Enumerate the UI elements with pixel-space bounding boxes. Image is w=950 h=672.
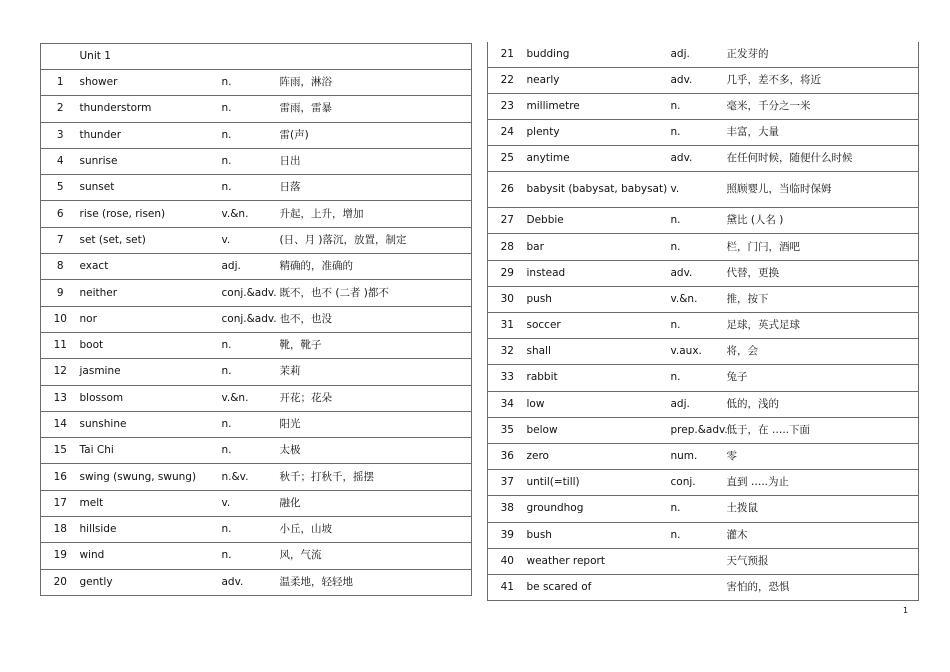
row-number: 24 [500,125,514,138]
row-word: rabbit [526,371,558,384]
row-meaning: 茉莉 [279,365,301,378]
row-word: instead [526,266,566,279]
row-part-of-speech [671,574,727,600]
row-number: 25 [500,152,514,165]
table-row [488,286,919,312]
table-row [41,359,472,385]
table-row [41,280,472,306]
row-number: 16 [53,470,67,483]
row-part-of-speech: n. [670,125,681,138]
row-part-of-speech [671,548,727,574]
row-meaning: 直到 …..为止 [726,476,790,489]
table-row [488,146,919,172]
row-meaning: 照顾婴儿，当临时保姆 [726,183,832,196]
row-meaning: 栏，门闩，酒吧 [726,240,800,253]
row-meaning: 日落 [279,181,301,194]
row-meaning: 足球，英式足球 [726,319,800,332]
row-word: Tai Chi [79,444,114,457]
table-row [488,172,919,208]
row-number: 28 [500,240,514,253]
row-number: 18 [53,523,67,536]
row-number: 37 [500,476,514,489]
table-row [41,201,472,227]
unit-title: Unit 1 [79,50,111,62]
row-number: 15 [53,444,67,457]
row-number: 33 [500,371,514,384]
table-row [488,470,919,496]
table-row [41,332,472,358]
row-number: 14 [53,418,67,430]
row-meaning: 丰富，大量 [726,125,779,138]
row-part-of-speech: v.&n. [670,292,698,305]
row-part-of-speech: n. [221,102,232,115]
vocab-table-left [40,43,472,596]
row-meaning: (日、月 )落沉，放置，制定 [279,233,407,246]
table-row [41,569,472,595]
row-number: 36 [500,450,514,463]
row-meaning: 低的，浅的 [726,397,779,410]
row-part-of-speech: v. [670,183,680,196]
table-row [41,96,472,122]
row-word: wind [79,549,105,562]
table-row [488,119,919,145]
row-word: low [526,397,545,410]
row-meaning: 在任何时候，随便什么时候 [726,152,853,165]
table-row [41,517,472,543]
row-meaning: 灌木 [726,528,748,541]
row-part-of-speech: adv. [670,73,693,86]
row-meaning: 毫米，千分之一米 [726,99,811,112]
row-word: soccer [526,319,561,332]
row-word: boot [79,339,104,352]
row-meaning: 零 [726,450,737,463]
row-number: 10 [53,312,67,325]
table-header-row [41,44,472,70]
row-meaning: 也不，也没 [279,312,332,325]
row-meaning: 几乎，差不多，将近 [726,73,821,86]
row-meaning: 推，按下 [726,292,769,305]
row-word: sunset [79,181,115,194]
row-word: neither [79,286,118,299]
row-part-of-speech: n. [670,319,681,332]
row-number: 41 [500,580,514,593]
row-part-of-speech: prep.&adv. [670,423,728,436]
row-meaning: 雷(声) [279,128,309,141]
table-row [488,391,919,417]
row-number: 40 [500,554,514,567]
row-meaning: 靴，靴子 [279,339,322,352]
row-number: 5 [56,181,64,194]
row-part-of-speech: v. [221,233,231,246]
row-meaning: 阳光 [279,418,301,430]
row-word: sunrise [79,155,118,168]
row-number: 34 [500,397,514,410]
row-number: 32 [500,345,514,358]
table-row [488,365,919,391]
row-number: 35 [500,423,514,436]
row-number: 3 [56,128,64,141]
row-number: 12 [53,365,67,378]
row-word: babysit (babysat, babysat) [526,183,668,196]
row-meaning: 融化 [279,496,301,509]
row-meaning: 既不，也不 (二者 )都不 [279,286,389,299]
table-row [488,339,919,365]
row-part-of-speech: n. [221,128,232,141]
row-number: 1 [56,76,64,89]
header-num [41,44,80,70]
row-part-of-speech: n. [670,528,681,541]
table-row [41,385,472,411]
vocab-table-right [487,42,919,601]
row-meaning: 雷雨，雷暴 [279,102,332,115]
row-part-of-speech: n. [670,240,681,253]
row-meaning: 秋千；打秋千，摇摆 [279,470,374,483]
table-row [488,522,919,548]
row-part-of-speech: n. [221,339,232,352]
table-row [41,227,472,253]
table-row [41,464,472,490]
row-word: rise (rose, risen) [79,207,166,220]
row-part-of-speech: n. [221,418,232,430]
table-row [488,208,919,234]
table-row [41,122,472,148]
row-part-of-speech: conj.&adv. [221,286,277,299]
row-word: Debbie [526,214,564,227]
row-word: bush [526,528,552,541]
table-row [41,490,472,516]
row-meaning: 代替，更换 [726,266,779,279]
row-part-of-speech: v.&n. [221,391,249,404]
row-number: 19 [53,549,67,562]
row-number: 11 [53,339,67,352]
row-number: 22 [500,73,514,86]
row-part-of-speech: adj. [670,397,690,410]
row-number: 2 [56,102,64,115]
row-word: plenty [526,125,560,138]
row-word: groundhog [526,502,584,515]
row-meaning: 低于，在 …..下面 [726,423,811,436]
row-number: 20 [53,575,67,588]
table-row [41,148,472,174]
table-row [488,67,919,93]
table-row [488,548,919,574]
row-word: until(=till) [526,476,580,489]
row-word: bar [526,240,544,253]
row-meaning: 太极 [279,444,301,457]
row-meaning: 正发芽的 [726,47,769,60]
vocab-table-left-body [41,44,472,596]
row-part-of-speech: v.&n. [221,207,249,220]
row-number: 9 [56,286,64,299]
row-word: shall [526,345,551,358]
row-number: 26 [500,183,514,196]
row-part-of-speech: n. [670,214,681,227]
row-part-of-speech: adv. [221,575,244,588]
row-meaning: 害怕的，恐惧 [726,580,790,593]
row-word: below [526,423,558,436]
table-row [41,411,472,437]
table-row [41,306,472,332]
row-part-of-speech: n. [221,549,232,562]
table-row [41,543,472,569]
row-number: 21 [500,47,514,60]
row-word: be scared of [526,580,592,593]
table-row [41,175,472,201]
row-number: 4 [56,155,64,168]
row-meaning: 日出 [279,155,301,168]
row-meaning: 土拨鼠 [726,502,758,515]
row-number: 7 [56,233,64,246]
row-word: hillside [79,523,117,536]
header-meaning [280,44,472,70]
row-word: nor [79,312,97,325]
row-part-of-speech: v.aux. [670,345,702,358]
table-row [41,70,472,96]
row-meaning: 温柔地，轻轻地 [279,575,353,588]
row-number: 27 [500,214,514,227]
table-row [41,254,472,280]
row-meaning: 将，会 [726,345,758,358]
row-number: 6 [56,207,64,220]
row-word: budding [526,47,570,60]
row-meaning: 兔子 [726,371,748,384]
table-row [488,93,919,119]
row-word: shower [79,76,118,89]
row-word: nearly [526,73,560,86]
row-part-of-speech: adv. [670,266,693,279]
row-number: 38 [500,502,514,515]
table-row [488,496,919,522]
row-meaning: 阵雨，淋浴 [279,76,332,89]
row-part-of-speech: v. [221,496,231,509]
row-word: set (set, set) [79,233,146,246]
table-row [488,42,919,67]
table-row [488,417,919,443]
row-part-of-speech: adv. [670,152,693,165]
row-number: 30 [500,292,514,305]
table-row [488,313,919,339]
row-word: zero [526,450,549,463]
row-word: swing (swung, swung) [79,470,197,483]
row-meaning: 开花；花朵 [279,391,332,404]
vocab-table-right-body [488,42,919,601]
page-number: 1 [903,606,909,615]
row-word: exact [79,260,109,273]
row-part-of-speech: adj. [221,260,241,273]
row-number: 31 [500,319,514,332]
row-meaning: 精确的，准确的 [279,260,353,273]
row-word: thunderstorm [79,102,152,115]
row-meaning: 天气预报 [726,554,769,567]
row-number: 23 [500,99,514,112]
row-word: sunshine [79,418,127,430]
row-meaning: 小丘，山坡 [279,523,332,536]
row-word: melt [79,496,104,509]
row-word: anytime [526,152,570,165]
row-part-of-speech: conj.&adv. [221,312,277,325]
row-word: thunder [79,128,122,141]
row-number: 13 [53,391,67,404]
header-pos [222,44,280,70]
table-row [488,234,919,260]
row-number: 17 [53,496,67,509]
row-part-of-speech: n. [670,371,681,384]
row-part-of-speech: conj. [670,476,696,489]
row-part-of-speech: num. [670,450,698,463]
row-word: jasmine [79,365,121,378]
row-word: millimetre [526,99,580,112]
row-part-of-speech: n.&v. [221,470,249,483]
row-word: gently [79,575,113,588]
row-part-of-speech: n. [221,365,232,378]
row-part-of-speech: adj. [670,47,690,60]
table-row [488,443,919,469]
row-meaning: 升起，上升，增加 [279,207,364,220]
table-row [488,260,919,286]
row-part-of-speech: n. [670,99,681,112]
table-row [488,574,919,600]
row-part-of-speech: n. [221,155,232,168]
row-part-of-speech: n. [221,444,232,457]
row-number: 29 [500,266,514,279]
row-part-of-speech: n. [221,181,232,194]
row-word: push [526,292,552,305]
row-meaning: 黛比 (人名 ) [726,214,784,227]
row-word: blossom [79,391,124,404]
row-number: 8 [56,260,64,273]
row-word: weather report [526,554,605,567]
row-part-of-speech: n. [670,502,681,515]
row-part-of-speech: n. [221,523,232,536]
row-meaning: 风，气流 [279,549,322,562]
table-row [41,438,472,464]
row-part-of-speech: n. [221,76,232,89]
row-number: 39 [500,528,514,541]
